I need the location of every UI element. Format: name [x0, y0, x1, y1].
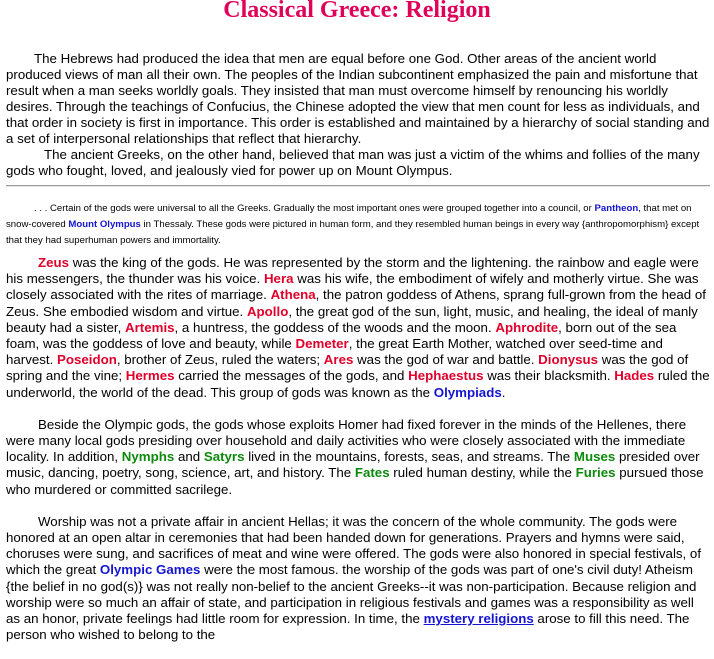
quote-text: , that met on snow-covered	[6, 203, 692, 230]
god-dionysus: Dionysus	[538, 352, 599, 368]
body-text: pursued those who murdered or committed sacrilege.	[6, 465, 704, 497]
mystery-religions-link[interactable]: mystery religions	[423, 611, 534, 627]
intro-paragraph-2: The ancient Greeks, on the other hand, believed that man was just a victim of the whims and follies of the many gods who fought, loved, and jealously vied for power up on Mount Olympus.	[6, 147, 700, 178]
body-text: , born out of the sea foam, was the goddess of love and beauty, while	[6, 319, 677, 352]
quote-text: in Thessaly. These gods were pictured in human form, and they resembled human beings in every way {anthropomorphism} except that they had superhuman powers and immortality.	[6, 219, 700, 246]
god-zeus: Zeus	[38, 255, 70, 270]
god-hermes: Hermes	[125, 368, 175, 384]
quote-section	[6, 201, 710, 249]
olympiads-term: Olympiads	[433, 384, 502, 400]
body-text: carried the messages of the gods, and	[174, 368, 409, 384]
god-athena: Athena	[270, 287, 316, 303]
fates-term: Fates	[354, 465, 390, 481]
body-text: was the king of the gods. He was represented by the storm and the lightening. the rainbow and eagle were his messengers, the thunder was his voice.	[6, 255, 699, 287]
quote-text: . . . Certain of the gods were universal to all the Greeks. Gradually the most important ones were grouped together into a council, or	[34, 203, 595, 214]
god-demeter: Demeter	[295, 336, 349, 352]
body-text: , the great Earth Mother, watched over seed-time and harvest.	[6, 336, 663, 368]
body-text: was the god of war and battle.	[353, 352, 539, 368]
god-hera: Hera	[263, 271, 294, 287]
body-text: and	[174, 449, 204, 465]
body-text: presided over music, dancing, poetry, song, science, art, and history. The	[6, 449, 700, 481]
body-text: ruled human destiny, while the	[389, 465, 576, 481]
body-text: , brother of Zeus, ruled the waters;	[116, 352, 324, 368]
body-text: , the patron goddess of Athens, sprang full-grown from the head of Zeus. She embodied wisdom and virtue.	[6, 287, 706, 319]
worship-paragraph	[6, 514, 710, 644]
intro-section	[6, 51, 710, 179]
muses-term: Muses	[573, 449, 616, 465]
nymphs-term: Nymphs	[121, 449, 175, 465]
god-apollo: Apollo	[246, 303, 289, 319]
body-text: Beside the Olympic gods, the gods whose exploits Homer had fixed forever in the minds of the Hellenes, there were many local gods presiding over household and daily activities who were closely associated with the immediate locality. In addition,	[6, 416, 687, 465]
body-text: , the great god of the sun, light, music, and healing, the ideal of manly beauty had a sister,	[6, 303, 698, 335]
intro-paragraph-1: The Hebrews had produced the idea that men are equal before one God. Other areas of the ancient world produced views of man all their own. The peoples of the Indian subcontinent emphasized the pain and misfortune that result when a man seeks worldly goals. They insisted that man must overcome himself by renouncing his worldly desires. Through the teachings of Confucius, the Chinese adopted the view that men count for less as individuals, and that order in society is first in importance. This order is established and maintained by a hierarchy of social standing and a set of interpersonal relationships that reflect that hierarchy.	[6, 51, 710, 146]
body-text: was their blacksmith.	[483, 368, 615, 384]
page-title: Classical Greece: Religion	[223, 0, 491, 23]
body-text: .	[501, 384, 506, 400]
god-ares: Ares	[323, 352, 354, 368]
main-body	[6, 255, 710, 659]
body-text: arose to fill this need. The person who wished to belong to the	[6, 611, 690, 643]
furies-term: Furies	[575, 465, 616, 481]
body-text: ruled the underworld, the world of the dead. This group of gods was known as the	[6, 368, 710, 400]
divider	[6, 185, 710, 187]
body-text: was the god of spring and the vine;	[6, 352, 689, 384]
local-gods-paragraph	[6, 417, 710, 498]
god-artemis: Artemis	[125, 319, 175, 335]
god-poseidon: Poseidon	[57, 352, 117, 368]
gods-paragraph	[6, 255, 710, 401]
pantheon-term: Pantheon	[594, 203, 639, 214]
body-text: were the most famous. the worship of the gods was part of one's civil duty! Atheism {the belief in no god(s)} was not really non-belief to the ancient Greeks--it was non-participation. Because religion and worship were so much an affair of state, and participation in religious festivals and games was a responsibility as well as an honor, private feelings had little room for expression. In time, the	[6, 562, 697, 627]
quote-paragraph	[6, 201, 710, 249]
body-text: lived in the mountains, forests, seas, and streams. The	[244, 449, 574, 465]
god-aphrodite: Aphrodite	[495, 319, 559, 335]
body-text: , a huntress, the goddess of the woods and the moon.	[174, 319, 496, 335]
body-text: was his wife, the embodiment of wifely and motherly virtue. She was closely associated with the rites of marriage.	[6, 271, 699, 303]
body-text: Worship was not a private affair in ancient Hellas; it was the concern of the whole community. The gods were honored at an open altar in ceremonies that had been handed down for generations. Prayers and hymns were said, choruses were sung, and sacrifices of meat and wine were offered. The gods were also honored in special festivals, of which the great	[6, 513, 702, 578]
mount-olympus-term: Mount Olympus	[68, 219, 141, 230]
god-hephaestus: Hephaestus	[408, 368, 484, 384]
satyrs-term: Satyrs	[203, 449, 245, 465]
olympic-games-term: Olympic Games	[99, 562, 201, 578]
god-hades: Hades	[614, 368, 655, 384]
